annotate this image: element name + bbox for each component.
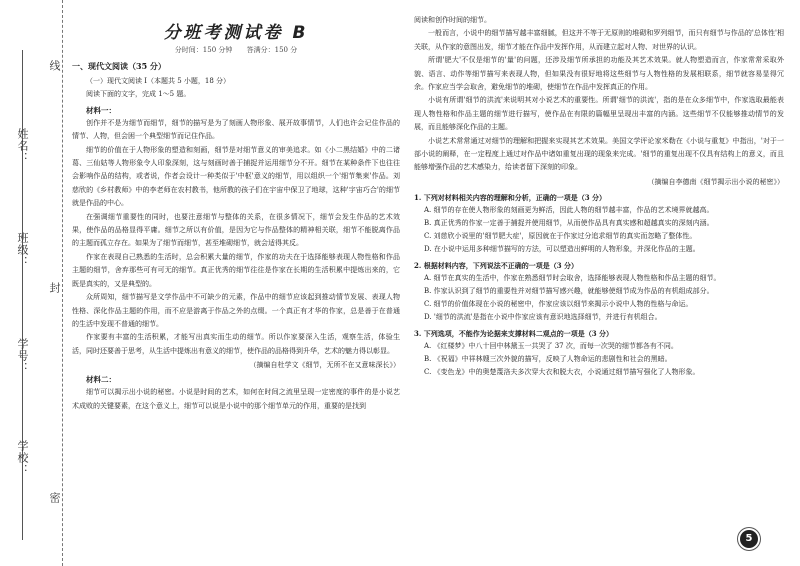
passage-paragraph: 一般而言，小说中的细节描写越丰富细腻，但这并不等于无原则的堆砌和罗列细节，而只有细节与作品的'总体性'相关联，从作家的意图出发，细节才能在作品中发挥作用，从而建立起对人物、对世界的认识。 bbox=[414, 29, 784, 51]
name-field-label: 姓名： bbox=[16, 128, 29, 164]
passage-paragraph: 创作并不是为细节而细节，细节的描写是为了刻画人物形象、展开故事情节，人们也许会记住作品的情节、人物，但会困一个典型细节而记住作品。 bbox=[72, 118, 400, 141]
binding-margin bbox=[0, 0, 63, 566]
question-3: 3. 下列选项，不能作为论据来支撑材料二观点的一项是（3 分） bbox=[414, 328, 614, 338]
page-number-badge: 5 bbox=[740, 530, 758, 548]
right-column bbox=[414, 14, 784, 554]
question-2: 2. 根据材料内容，下列说法不正确的一项是（3 分） bbox=[414, 260, 579, 270]
passage-paragraph: 细节可以揭示出小说的秘密。小说是时间的艺术，如何在时间之流里呈现一定密度的事件的是小说艺术成败的关键要素，在这个意义上，细节可以说是小说中的那个细节单元的作用，重要的是找到 bbox=[72, 388, 400, 410]
class-field-label: 班级： bbox=[16, 232, 29, 268]
question-1-option-b[interactable]: B. 真正优秀的作家一定善于捕捉并使用细节，从而使作品具有真实感和超越真实的深刻内涵。 bbox=[424, 218, 714, 227]
material-two-label: 材料二： bbox=[86, 375, 116, 385]
question-1-option-d[interactable]: D. 在小说中运用多种细节描写的方法，可以塑造出鲜明的人物形象，并深化作品的主题。 bbox=[424, 244, 700, 253]
school-field-label: 学校： bbox=[16, 440, 29, 476]
question-1-option-a[interactable]: A. 细节的存在使人物形象的刻画更为鲜活，因此人物的细节越丰富，作品的艺术境界就越高。 bbox=[424, 205, 714, 214]
question-3-option-a[interactable]: A. 《红楼梦》中八十回中林黛玉一共哭了 37 次，而每一次哭的细节都各有不同。 bbox=[424, 341, 678, 350]
subsection-heading: （一）现代文阅读 Ⅰ（本题共 5 小题，18 分） bbox=[86, 77, 231, 85]
question-2-option-b[interactable]: B. 作家认识到了细节的重要性并对细节描写感兴趣，就能够使细节成为作品的有机组成部分。 bbox=[424, 286, 714, 295]
exam-score: 答满分：150 分 bbox=[246, 46, 298, 54]
section-heading: 一、现代文阅读（35 分） bbox=[72, 61, 166, 71]
seal-mark-seal: 封 bbox=[48, 282, 61, 293]
seal-mark-line: 线 bbox=[48, 60, 61, 71]
exam-title: 分班考测试卷 B bbox=[163, 23, 309, 43]
passage-paragraph: 小说艺术常常通过对细节的理解和把握来实现其艺术效果。美国文学评论家米勒在《小说与重复》中指出，'对于一部小说的阐释，在一定程度上通过对作品中诸如重复出现的现象来完成。'细节的重复出现不仅具有结构上的意义，而且能够增强作品的艺术感染力，给读者留下深刻的印象。 bbox=[414, 136, 784, 172]
seal-mark-close: 密 bbox=[48, 492, 61, 503]
question-2-option-d[interactable]: D. '细节的洪流'是指在小说中作家应该有意识地选择细节，并进行有机组合。 bbox=[424, 312, 662, 321]
passage-paragraph: 众所周知，细节描写是文学作品中不可缺少的元素，作品中的细节应该起到推动情节发展、表现人物性格、深化作品主题的作用，而不应是游离于作品之外的点缀。一个真正有才华的作家，总是善于在普通的生活中发现不普通的细节。 bbox=[72, 293, 400, 328]
passage-paragraph: 在强调细节重要性的同时，也要注意细节与整体的关系，在很多情况下，细节会发生作品的艺术效果，使作品的品格显得平庸。细节之所以有价值，是因为它与作品整体的精神相关联，细节不能脱离作品的主题而孤立存在。如果为了细节而细节，甚至堆砌细节，就会适得其反。 bbox=[72, 212, 400, 248]
question-3-option-c[interactable]: C. 《变色龙》中的奥楚蔑洛夫多次穿大衣和脱大衣，小说通过细节描写强化了人物形象。 bbox=[424, 367, 700, 376]
passage-paragraph: 阅读和创作时间的细节。 bbox=[414, 16, 491, 24]
material-one-label: 材料一： bbox=[86, 105, 116, 115]
passage-paragraph: 细节的价值在于人物形象的塑造和刻画，细节是对细节意义的审美追求。如《小二黑结婚》中的二诸葛、三仙姑等人物形象令人印象深刻，这与刻画时善于捕捉并运用细节分不开。细节在某种条件下也往往会影响作品的结构，或者说，作者会设计一种类似于'中枢'意义的细节，用以组织一个'细节集束'作品。刘慈欣的《乡村教师》中的李老师在农村教书，他所教的孩子们在宇宙中保卫了地球，这种'宇宙巧合'的细节就是作品的中心。 bbox=[72, 145, 400, 208]
left-column bbox=[72, 14, 400, 554]
question-2-option-c[interactable]: C. 细节的价值体现在小说的秘密中，作家应该以细节来揭示小说中人物的性格与命运。 bbox=[424, 299, 693, 308]
student-id-field-label: 学号： bbox=[16, 338, 29, 374]
passage-paragraph: 作家要有丰富的生活积累，才能写出真实而生动的细节。所以作家要深入生活，观察生活，体验生活，同时还要善于思考，从生活中提炼出有意义的细节，使作品的品格得到升华，艺术的魅力得以彰显。 bbox=[72, 333, 400, 355]
exam-meta bbox=[72, 45, 400, 55]
instruction-text: 阅读下面的文字，完成 1～5 题。 bbox=[86, 90, 191, 99]
question-1-option-c[interactable]: C. 刘慈欣小说里的'细节肥大症'，原因就在于作家过分追求细节的真实而忽略了整体性。 bbox=[424, 231, 697, 240]
passage-paragraph: 作家在表现自己熟悉的生活时，总会积累大量的细节，作家的功夫在于选择能够表现人物性格和作品主题的细节，舍弃那些可有可无的细节。真正优秀的细节往往是作家在长期的生活积累中提炼出来的，它既是真实的，又是典型的。 bbox=[72, 252, 400, 288]
passage-paragraph: 所谓'肥大'不仅是细节的'量'的问题，还涉及细节所承担的功能及其艺术效果。就人物塑造而言，作家常常采取外貌、语言、动作等细节描写来表现人物，但如果没有很好地将这些细节与人物性格的发展相联系，细节就容易显得冗余。作家应当学会取舍，避免细节的堆砌，使细节在作品中发挥真正的作用。 bbox=[414, 56, 784, 92]
passage-paragraph: 小说有所谓'细节的洪流'来说明其对小说艺术的重要性。所谓'细节的洪流'，指的是在众多细节中，作家选取最能表现人物性格和作品主题的细节进行描写，使作品在有限的篇幅里呈现出丰富的内涵。这些细节不仅能够推动情节的发展，而且能够深化作品的主题。 bbox=[414, 96, 784, 132]
citation-two: （摘编自李德南《细节揭示出小说的秘密》） bbox=[647, 177, 784, 186]
question-1: 1. 下列对材料相关内容的理解和分析，正确的一项是（3 分） bbox=[414, 192, 607, 202]
question-3-option-b[interactable]: B. 《祝福》中祥林嫂三次外貌的描写，反映了人物命运的悲剧性和社会的黑暗。 bbox=[424, 354, 672, 363]
exam-time: 分时间：150 分钟 bbox=[174, 46, 233, 54]
question-2-option-a[interactable]: A. 细节在真实的生活中，作家在熟悉细节时会取舍，选择能够表现人物性格和作品主题的细节。 bbox=[424, 273, 721, 282]
citation-one: （摘编自杜学文《细节，无所不在又意味深长》） bbox=[249, 361, 400, 370]
